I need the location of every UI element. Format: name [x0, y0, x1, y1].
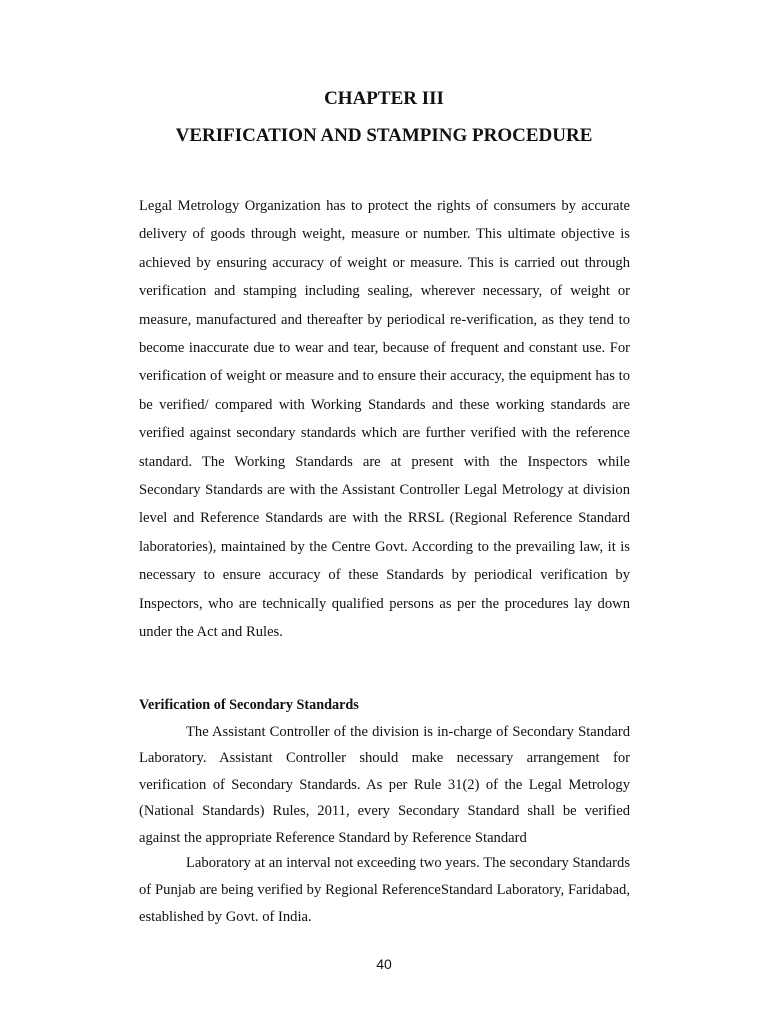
intro-paragraph: Legal Metrology Organization has to protect the rights of consumers by accurate delivery of goods through weight, measure or number. This ultimate objective is achieved by ensuring accuracy of weight or measure. This is carried out through verification and stamping including sealing, wherever necessary, of weight or measure, manufactured and thereafter by periodical re-verification, as they tend to become inaccurate due to wear and tear, because of frequent and constant use. For verification of weight or measure and to ensure their accuracy, the equipment has to be verified/ compared with Working Standards and these working standards are verified against secondary standards which are further verified with the reference standard. The Working Standards are at present with the Inspectors while Secondary Standards are with the Assistant Controller Legal Metrology at division level and Reference Standards are with the RRSL (Regional Reference Standard laboratories), maintained by the Centre Govt. According to the prevailing law, it is necessary to ensure accuracy of these Standards by periodical verification by Inspectors, who are technically qualified persons as per the procedures lay down under the Act and Rules. — [139, 198, 630, 641]
page-number: 40 — [376, 956, 392, 972]
section-paragraph-2: Laboratory at an interval not exceeding two years. The secondary Standards of Punjab are being verified by Regional ReferenceStandard Laboratory, Faridabad, established by Govt. of India. — [139, 855, 630, 925]
chapter-title: VERIFICATION AND STAMPING PROCEDURE — [175, 125, 593, 146]
section-heading: Verification of Secondary Standards — [139, 697, 359, 713]
section-paragraph-1: The Assistant Controller of the division is in-charge of Secondary Standard Laboratory. Assistant Controller should make necessary arrangement for verification of Secondary Standards. As per Rule 31(2) of the Legal Metrology (National Standards) Rules, 2011, every Secondary Standard shall be verified against the appropriate Reference Standard by Reference Standard — [139, 724, 630, 846]
chapter-heading: CHAPTER III — [324, 88, 444, 109]
